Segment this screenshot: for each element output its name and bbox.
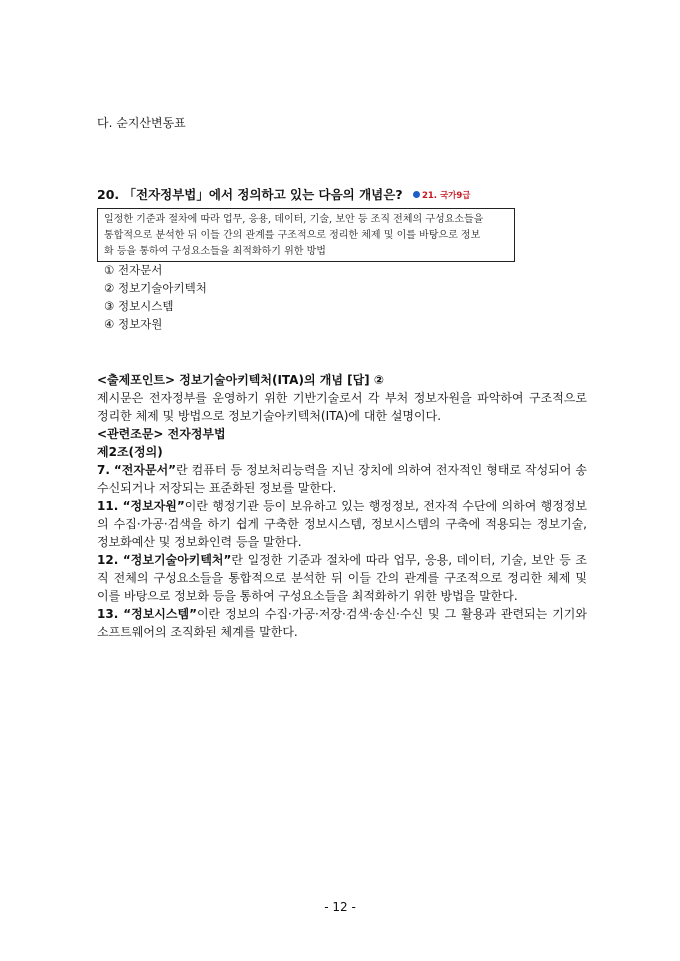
law-heading: <관련조문> 전자정부법: [97, 427, 226, 441]
definition-line: 통합적으로 분석한 뒤 이들 간의 관계를 구조적으로 정리한 체제 및 이를 바탕으로 정보: [104, 230, 481, 241]
law-article: 제2조(정의): [97, 445, 163, 459]
previous-answer-line: 다. 순지산변동표: [97, 116, 186, 130]
exam-source-tag: [413, 189, 471, 201]
item-text: 란 컴퓨터 등 정보처리능력을 지닌 장치에 의하여 전자적인 형태로 작성되어 송수신되거나 저장되는 표준화된 정보를 말한다.: [97, 463, 587, 495]
option-2: ② 정보기술아키텍처: [104, 281, 207, 295]
bullet-dot-icon: [413, 191, 420, 198]
item-number: 11.: [97, 499, 119, 513]
law-item-13: [97, 605, 587, 641]
point-body: 제시문은 전자정부를 운영하기 위한 기반기술로서 각 부처 정보자원을 파악하여 구조적으로 정리한 체제 및 방법으로 정보기술아키텍처(ITA)에 대한 설명이다.: [97, 391, 587, 423]
item-term: “정보시스템”: [123, 607, 197, 621]
law-item-11: [97, 497, 587, 551]
question-text: 20. 「전자정부법」에서 정의하고 있는 다음의 개념은?: [97, 187, 403, 202]
definition-line: 일정한 기준과 절차에 따라 업무, 응용, 데이터, 기술, 보안 등 조직 전체의 구성요소들을: [104, 214, 484, 225]
law-item-7: [97, 461, 587, 497]
item-number: 12.: [97, 553, 119, 567]
definition-box: [97, 208, 515, 262]
option-3: ③ 정보시스템: [104, 299, 174, 313]
point-heading: <출제포인트> 정보기술아키텍처(ITA)의 개념 [답] ②: [97, 373, 384, 387]
item-number: 13.: [97, 607, 119, 621]
item-term: “정보기술아키텍처”: [122, 553, 232, 567]
option-1: ① 전자문서: [104, 263, 163, 277]
law-item-12: [97, 551, 587, 605]
item-text: 란 일정한 기준과 절차에 따라 업무, 응용, 데이터, 기술, 보안 등 조직 전체의 구성요소들을 통합적으로 분석한 뒤 이들 간의 관계를 구조적으로 정리한 체제 및 이를 바탕으로 정보화 등을 통하여 구성요소들을 최적화하기 위한 방법을 말한다.: [97, 553, 587, 603]
item-text: 이란 행정기관 등이 보유하고 있는 행정정보, 전자적 수단에 의하여 행정정보의 수집·가공·검색을 하기 쉽게 구축한 정보시스템, 정보시스템의 구축에 적용되는 정보기술, 정보화예산 및 정보화인력 등을 말한다.: [97, 499, 587, 549]
item-term: “전자문서”: [113, 463, 177, 477]
item-text: 이란 정보의 수집·가공·저장·검색·송신·수신 및 그 활용과 관련되는 기기와 소프트웨어의 조직화된 체계를 말한다.: [97, 607, 587, 639]
exam-source-label: 21. 국가9급: [421, 191, 471, 201]
option-4: ④ 정보자원: [104, 317, 163, 331]
item-term: “정보자원”: [122, 499, 185, 513]
item-number: 7.: [97, 463, 110, 477]
page-number: - 12 -: [324, 900, 356, 914]
explanation-section: [97, 371, 587, 641]
definition-line: 화 등을 통하여 구성요소들을 최적화하기 위한 방법: [104, 246, 326, 257]
question-title: [97, 185, 471, 203]
